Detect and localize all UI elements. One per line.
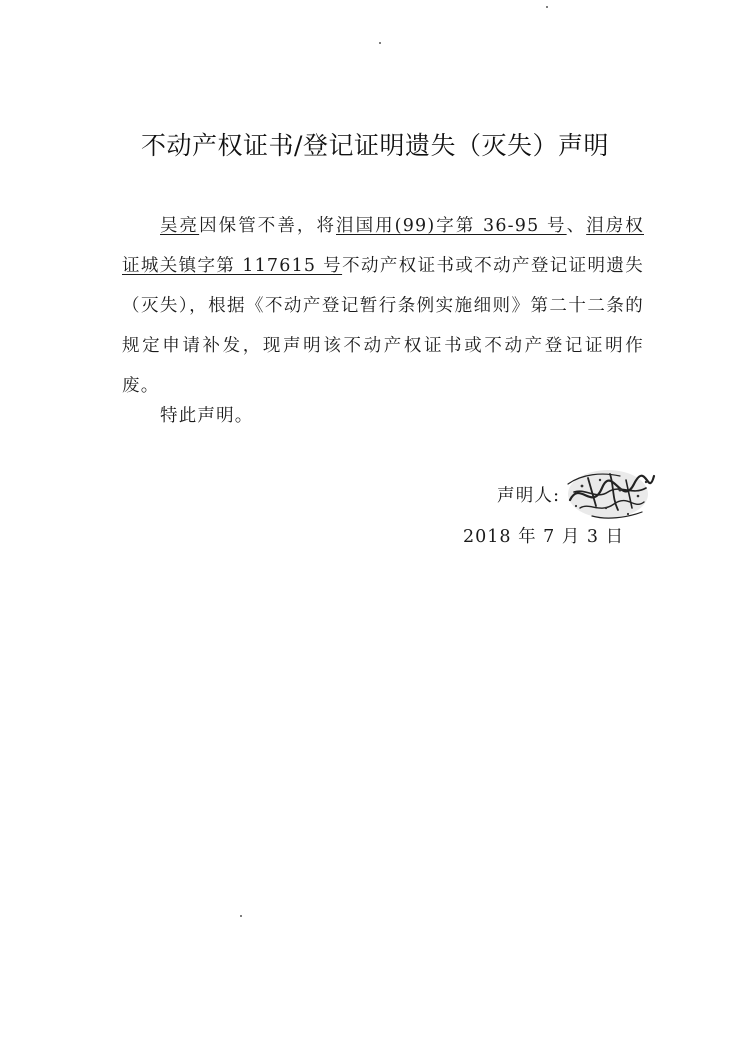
body-text-1: 因保管不善，将	[199, 216, 337, 236]
declarant-label: 声明人:	[497, 486, 561, 506]
declarant-name: 吴亮	[160, 216, 200, 236]
certificate-number-1: 泪国用(99)字第 36-95 号	[336, 216, 567, 236]
page-title: 不动产权证书/登记证明遗失（灭失）声明	[141, 131, 609, 160]
certificate-number-2: 泪房权证城关镇字第 117615 号	[122, 216, 644, 276]
declaration-date: 2018 年 7 月 3 日	[463, 527, 625, 547]
handwritten-signature	[562, 462, 658, 526]
body-separator: 、	[566, 216, 587, 236]
statement-body	[122, 206, 644, 406]
scan-speck	[240, 915, 242, 917]
scan-speck	[379, 42, 381, 44]
closing-statement: 特此声明。	[160, 406, 254, 426]
body-text-2: 不动产权证书或不动产登记证明遗失（灭失），根据《不动产登记暂行条例实施细则》第二十二条的规定申请补发，现声明该不动产权证书或不动产登记证明作废。	[122, 256, 645, 396]
scan-speck	[546, 6, 548, 8]
